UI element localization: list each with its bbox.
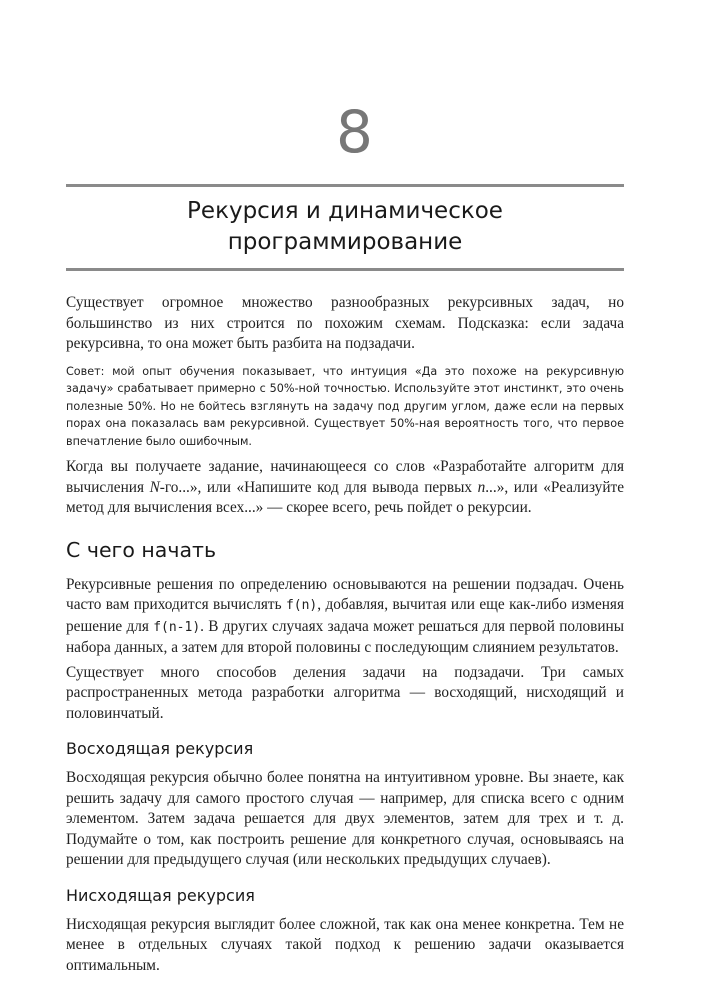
intro-p2-text-b: -го...», или «Напишите код для вывода первых [159,478,478,496]
subsection-heading-top-down: Нисходящая рекурсия [66,885,255,905]
start-p1-text-a: Рекурсивные решения по определению основываются на решении подзадач. Очень часто вам приходится вычислять [66,575,624,613]
code-f-n: f(n) [285,598,318,613]
start-paragraph-2: Существует много способов деления задачи на подзадачи. Три самых распространенных метода разработки алгоритма — восходящий, нисходящий и половинчатый. [66,663,624,722]
subsection-heading-bottom-up: Восходящая рекурсия [66,739,254,758]
chapter-title [66,196,624,258]
intro-p2-var-N: N [149,478,160,496]
top-down-paragraph: Нисходящая рекурсия выглядит более сложной, так как она менее конкретна. Тем не менее в отдельных случаях такой подход к решению задачи оказывается оптимальным. [66,915,624,974]
start-paragraph-1 [66,575,624,659]
title-rule-top [66,184,624,187]
code-f-n-minus-1: f(n-1) [153,619,201,635]
start-p1-text-b: , добавляя, вычитая или еще как-либо изменяя решение для [66,596,624,635]
chapter-number: 8 [336,98,373,166]
chapter-title-line-1: Рекурсия и динамическое [187,198,503,224]
tip-note: Совет: мой опыт обучения показывает, что интуиция «Да это похоже на рекурсивную задачу» срабатывает примерно с 50%-ной точностью. Используйте этот инстинкт, это очень полезные 50%. Но не бойтесь взглянуть на задачу под другим углом, даже если на первых порах она показалась вам рекурсивной. Существует 50%-ная вероятность того, что первое впечатление было ошибочным. [66,364,624,448]
intro-paragraph-1: Существует огромное множество разнообразных рекурсивных задач, но большинство из них строится по похожим схемам. Подсказка: если задача рекурсивна, то она может быть разбита на подзадачи. [66,294,624,352]
intro-p2-text-c: ...», или «Реализуйте метод для вычисления всех...» — скорее всего, речь пойдет о рекурсии. [66,478,624,516]
intro-p2-text-a: Когда вы получаете задание, начинающееся со слов «Разработайте алгоритм для вычисления [66,458,624,496]
start-p1-text-c: . В других случаях задача может решаться для первой половины набора данных, а затем для второй половины с последующим слиянием результатов. [66,617,624,656]
intro-paragraph-2 [66,457,624,519]
bottom-up-paragraph: Восходящая рекурсия обычно более понятна на интуитивном уровне. Вы знаете, как решить задачу для самого простого случая — например, для списка всего с одним элементом. Затем задача решается для двух элементов, затем для трех и т. д. Подумайте о том, как построить решение для конкретного случая, основываясь на решении для предыдущего случая (или нескольких предыдущих случаев). [66,769,624,868]
chapter-content [66,293,624,976]
title-rule-bottom [66,268,624,271]
chapter-title-line-2: программирование [227,229,463,255]
section-heading-start: С чего начать [66,537,217,562]
intro-p2-var-n: n [477,478,486,496]
